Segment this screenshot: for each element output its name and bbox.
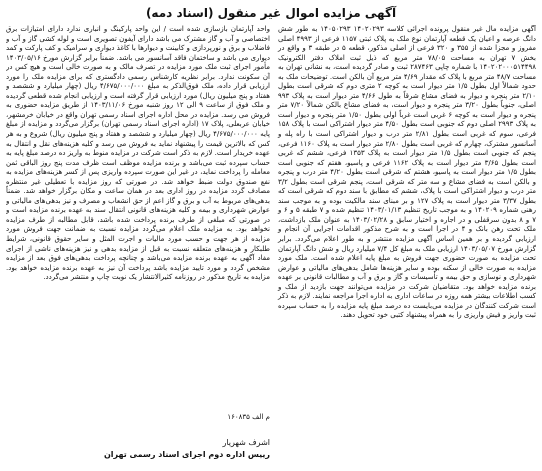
left-column-text: واحد آپارتمان بازسازی شده است / این واحد پارکینگ و انباری ندارد دارای امتیازات برق اختصاصی و آب و گاز مشترک می باشد دارای آیفون تصویری است و لوله کشی گاز و آب و فاضلاب و برق و نورپردازی و کابینت و دیوارها با کاغذ دیواری و سرامیک و کف پارکت و کمد دیواری می باشد و ساختمان فاقد آسانسور می باشد. ضمناً برابر گزارش مورخ ۱۴۰۳/۰۵/۱۶ مأمور اجرای ثبت ملک مورد مزایده در تصرف مالک و به صورت خالی است و هیچ کس در آن سکونت ندارد. برابر نظریه کارشناس رسمی دادگستری که برای مزایده ملک را مورد ارزیابی قرار داده، ملک فوق‌الذکر به مبلغ ۴/۶۷۵/۰۰۰/۰۰۰ ریال (چهار میلیارد و ششصد و هفتاد و پنج میلیون ریال) مورد ارزیابی قرار گرفته است و ارزیابی انجام شده قطعی گردیده و ملک فوق از ساعت ۹ الی ۱۲ روز شنبه مورخ ۱۴۰۳/۱۱/۰۶ از طریق مزایده حضوری به فروش می رسد. مزایده در محل اداره اجرای اسناد رسمی تهران واقع در خیابان خرمشهر، خیابان عربعلی، پلاک ۱۷ (اداره اجرای اسناد رسمی تهران) برگزار می‌گردد و مزایده از مبلغ پایه ۴/۶۷۵/۰۰۰/۰۰۰ ریال (چهار میلیارد و ششصد و هفتاد و پنج میلیون ریال) شروع و به هر کس که بالاترین قیمت را پیشنهاد نماید به فروش می رسد و کلیه هزینه‌های نقل و انتقال به عهده خریدار است. لازم به ذکر است شرکت در مزایده منوط به واریز ده درصد مبلغ پایه به حساب سپرده ثبت می‌باشد و برنده مزایده موظف است ظرف مدت پنج روز الباقی ثمن معامله را پرداخت نماید، در غیر این صورت سپرده واریزی پس از کسر هزینه‌های مزایده به نفع صندوق دولت ضبط خواهد شد. در صورتی که روز مزایده با تعطیلی غیر منتظره مصادف گردد مزایده در روز اداری بعد در همان ساعت و مکان برگزار خواهد شد. ضمناً بدهی‌های مربوط به آب و برق و گاز اعم از حق انشعاب و مصرف و نیز بدهی‌های مالیاتی و عوارض شهرداری و بیمه و کلیه هزینه‌های قانونی انتقال سند به عهده برنده مزایده است و در صورتی که مبلغی از طرف برنده پرداخت شده باشد، قابل مطالبه از طرف مزایده نخواهد بود. به مزایده ملک اعلام می‌گردد مزایده نسبت به ضمانت جهت فروش مورد مزایده از هر جهت و حسب مورد مالیات و اجرت المثل و سایر حقوق قانونی، شرایط طلبکار و هزینه‌های متعلقه نسبت به قبل از مزایده بدهی و نیز هزینه‌های ناشی از اجرای مفاد آگهی به عهده برنده مزایده می‌باشد و چنانچه پرداخت بدهی‌های فوق بعد از مزایده مشخص گردد و مورد تایید مزایده باشد پرداخت آن نیز به عهده برنده مزایده خواهد بود. مزایده به تاریخ مذکور در روزنامه کثیرالانتشار یک نوبت چاپ و منتشر می‌گردد. — [6, 25, 270, 282]
notice-columns — [6, 25, 536, 461]
notice-title: آگهی مزایده اموال غیر منقول (اسناد دمه) — [145, 6, 397, 20]
reference-number: م الف ۱۶۰۸۳۵ — [227, 413, 270, 421]
signatory-position: رییس اداره دوم اجرای اسناد رسمی تهران — [103, 450, 270, 459]
signatory-name: اشرف شهریار — [222, 438, 270, 447]
right-column-text: آگهی مزایده مال غیر منقول پرونده اجرائی کلاسه ۱۴۰۲۰۲۹۳ ۱۴۰۵۰۲۹۳ به طور شش دانگ عرصه و اعیان یک قطعه آپارتمان نوع ملک به پلاک ثبتی ۱۱۵۷ فرعی از ۴۹۹۳ اصلی مفروز و مجزا شده از ۳۵۵ و ۳۲۰ فرعی از اصلی مذکور، قطعه ۵ در طبقه ۳ و واقع در بخش ۷ تهران به مساحت ۷۸/۰۵ متر مربع که ذیل ثبت املاک دفتر الکترونیک ۱۴۰۲۰۲۰۰۰۵۱۴۴۹۸ با شماره چاپی ۲۸۷۴۶۳ ثبت و صادر گردیده است، به نشانی تهران به مساحت ۴۸/۷ متر مربع با پلاک که مقدار ۴/۶۹ متر مربع آن بالکن است. توضیحات ملک به حدود شمالاً اول بطول ۱/۵ متر دیوار است به کوچه ۲ متری دوم که شرقی است بطول ۲/۱۰ متر پنجره و دیوار به فضای مشاع شرقاً به طول ۴/۶۶ متر دیوار است به پلاک ۹۹۳ اصلی، جنوباً بطول ۳/۲۰ متر پنجره و دیوار است، به فضای مشاع بالکن شمالاً ۷/۲۰ متر پنجره و دیوار است به کوچه ۶ غربی است غرباً اولی بطول ۱/۵۰ متر پنجره و دیوار است به پلاک ۲۹۹۳ اصلی دوم که جنوبی است بطول ۴/۵۰ متر دیوار اشتراکی است با پلاک ۱۵۸ فرعی، سوم که غربی است بطول ۲/۸۱ متر درب و دیوار اشتراکی است با راه پله و آسانسور مشترک، چهارم که غربی است بطول ۲/۸۰ متر دیوار است به پلاک ۱۱۶۰ فرعی، پنجم که جنوبی است بطول ۱/۵ متر دیوار است به پلاک ۱۳۵۳ فرعی، ششم که غربی است بطول ۳/۶۵ متر دیوار است به پلاک ۱۱۶۲ فرعی و پاسیو، هفتم که جنوبی است بطول ۱/۵ متر دیوار است به پاسیو، هشتم که شرقی است بطول ۴/۲۰ متر درب و پنجره و بالکن است به فضای مشاع و سه متر که شرقی است، پنجم شرقی است بطول ۳/۲ متر درب و دیوار اشتراکی است با پلاک، ششم که مطابق با سند دوم که شرقی است که بطول ۳/۳۷ متر دیوار است به پلاک ۱۲۷ و بر مبنای سند مالکیت بوده و به موجب سند رهنی شماره ۱۴۰۲۰۹ و به موجب تاریخ تنظیم ۱۴۰۳/۰۱/۱۳ تنظیم شده و ۷ طبقه ۵ و ۶ و ۷ و ۸ بدون سرقفلی و در اجاره و اختیار سابق و ۱۴۰۳/۰۲/۲۸ به عنوان ملک بازداشت، ملک تحت رهن بانک و ۴ در اجرا است و به شرح مذکور اقدامات اجرایی آن انجام و ارزیابی گردیده و بر همین اساس آگهی مزایده منتشر و به طور اعلام می‌گردد. برابر گزارش مورخ ۱۴۰۳/۰۵/۰۷ ارزیابی ملک به مبلغ کل ۷/۴ میلیارد ریال و شش دانگ آپارتمان تحت مزایده به صورت حضوری جهت فروش به مبلغ پایه اعلام شده است. ملک مورد مزایده به صورت خالی از سکنه بوده و سایر هزینه‌ها شامل بدهی‌های مالیاتی و عوارض شهرداری و نوسازی و حق بیمه و تأسیسات و گاز و برق و آب و مطالبات قانونی بر عهده برنده مزایده خواهد بود. متقاضیان شرکت در مزایده می‌توانند جهت بازدید از ملک و کسب اطلاعات بیشتر همه روزه در ساعات اداری به اداره اجرا مراجعه نمایند. لازم به ذکر است شرکت کنندگان در مزایده می‌بایست ده درصد مبلغ پایه مزایده را به حساب سپرده ثبت واریز و فیش واریزی را به همراه پیشنهاد کتبی خود تحویل دهند. — [278, 25, 536, 320]
signature-block — [6, 437, 274, 461]
left-column — [6, 25, 274, 461]
notice-page — [6, 5, 536, 461]
